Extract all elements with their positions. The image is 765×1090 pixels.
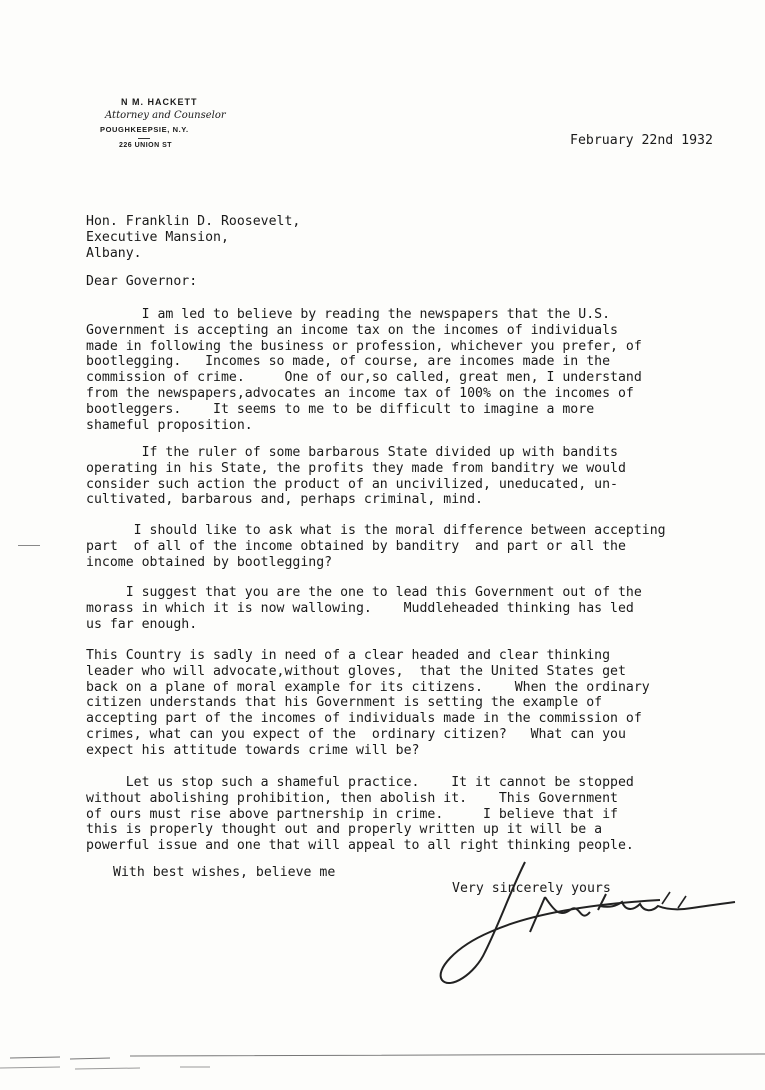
- paragraph-line: operating in his State, the profits they made from banditry we would: [86, 460, 626, 476]
- margin-mark: [18, 545, 40, 546]
- paragraph-line: leader who will advocate,without gloves, that the United States get: [86, 663, 626, 679]
- body-paragraph: [86, 307, 765, 433]
- paragraph-line: bootleggers. It seems to me to be difficult to imagine a more: [86, 401, 595, 417]
- letterhead-street: 226 UNION ST: [119, 142, 173, 149]
- paragraph-line: cultivated, barbarous and, perhaps criminal, mind.: [86, 492, 483, 508]
- salutation: Dear Governor:: [86, 274, 198, 289]
- letterhead-name: N M. HACKETT: [121, 97, 198, 107]
- body-paragraph: [86, 775, 765, 854]
- handwritten-signature: [430, 852, 740, 992]
- valediction: Very sincerely yours: [452, 881, 611, 896]
- paragraph-line: us far enough.: [86, 616, 198, 632]
- paragraph-line: If the ruler of some barbarous State divided up with bandits: [86, 445, 618, 460]
- paragraph-line: this is properly thought out and properly written up it will be a: [86, 822, 603, 838]
- paragraph-line: bootlegging. Incomes so made, of course, are incomes made in the: [86, 354, 611, 370]
- body-paragraph: [86, 585, 765, 632]
- bottom-page-marks: [0, 1040, 765, 1080]
- paragraph-line: powerful issue and one that will appeal to all right thinking people.: [86, 838, 634, 854]
- paragraph-line: I should like to ask what is the moral difference between accepting: [86, 523, 666, 538]
- letter-date: February 22nd 1932: [570, 133, 713, 148]
- letterhead-title: Attorney and Counselor: [105, 110, 226, 121]
- paragraph-line: accepting part of the incomes of individuals made in the commission of: [86, 711, 642, 727]
- paragraph-line: income obtained by bootlegging?: [86, 554, 333, 570]
- paragraph-line: of ours must rise above partnership in crime. I believe that if: [86, 806, 618, 822]
- letterhead: [100, 97, 260, 149]
- paragraph-line: morass in which it is now wallowing. Muddleheaded thinking has led: [86, 600, 634, 616]
- paragraph-line: shameful proposition.: [86, 417, 253, 433]
- letterhead-city: POUGHKEEPSIE, N.Y.: [100, 125, 189, 134]
- recipient-line: Albany.: [86, 245, 142, 261]
- recipient-line: Hon. Franklin D. Roosevelt,: [86, 214, 301, 229]
- paragraph-line: commission of crime. One of our,so called, great men, I understand: [86, 370, 642, 386]
- paragraph-line: made in following the business or profession, whichever you prefer, of: [86, 338, 642, 354]
- letterhead-rule: [138, 138, 150, 139]
- closing-line: With best wishes, believe me: [113, 865, 336, 880]
- body-paragraph: [86, 648, 765, 759]
- body-paragraph: [86, 523, 765, 570]
- recipient-address: [86, 214, 300, 261]
- paragraph-line: I am led to believe by reading the newspapers that the U.S.: [86, 307, 611, 322]
- paragraph-line: citizen understands that his Government is setting the example of: [86, 695, 603, 711]
- paragraph-line: crimes, what can you expect of the ordinary citizen? What can you: [86, 726, 626, 742]
- recipient-line: Executive Mansion,: [86, 229, 229, 245]
- paragraph-line: Let us stop such a shameful practice. It it cannot be stopped: [86, 775, 634, 790]
- paragraph-line: consider such action the product of an uncivilized, uneducated, un-: [86, 476, 618, 492]
- paragraph-line: from the newspapers,advocates an income tax of 100% on the incomes of: [86, 385, 634, 401]
- paragraph-line: This Country is sadly in need of a clear headed and clear thinking: [86, 648, 611, 663]
- paragraph-line: back on a plane of moral example for its citizens. When the ordinary: [86, 679, 650, 695]
- paragraph-line: without abolishing prohibition, then abolish it. This Government: [86, 790, 618, 806]
- body-paragraph: [86, 445, 765, 508]
- paragraph-line: part of all of the income obtained by banditry and part or all the: [86, 538, 626, 554]
- paragraph-line: I suggest that you are the one to lead this Government out of the: [86, 585, 642, 600]
- paragraph-line: Government is accepting an income tax on the incomes of individuals: [86, 322, 618, 338]
- paragraph-line: expect his attitude towards crime will be?: [86, 742, 420, 758]
